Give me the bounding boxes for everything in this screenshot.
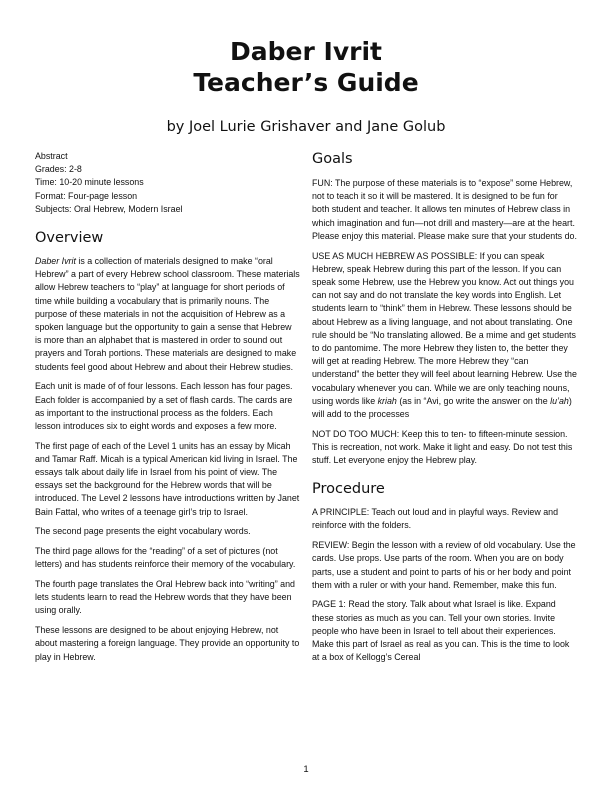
overview-paragraph-3: The first page of each of the Level 1 units has an essay by Micah and Tamar Raff. Micah is a typical American kid living in Israel. The essays talk about daily life in Israel from his point of view. The essays set the background for the Hebrew words that will be introduced. The Level 2 lessons have introductions written by Janet Bain Fattal, who writes of a teenage girl’s trip to Israel. (35, 440, 300, 517)
goals-paragraph-3: NOT DO TOO MUCH: Keep this to ten- to fifteen-minute session. This is recreation, not work. Make it light and easy. Do not test this stuff. Let everyone enjoy the Hebrew play. (312, 428, 573, 466)
overview-title-italic: Daber Ivrit (35, 256, 76, 267)
overview-paragraph-1-text: is a collection of materials designed to make “oral Hebrew” a part of every Hebrew school classroom. These materials allow Hebrew teachers to “play” at language for short periods of time while building a vocabulary that is primarily nouns. The purpose of these materials in not the acquisition of Hebrew as a spoken language but the opportunity to gain a sense that Hebrew is more than an alphabet that is mastered in order to sound out prayers and Torah portions. These materials are designed to make students feel good about Hebrew and about their Hebrew studies. (35, 256, 300, 372)
goals-heading: Goals (312, 151, 353, 167)
page-number: 1 (303, 764, 309, 775)
procedure-heading: Procedure (312, 481, 385, 498)
overview-paragraph-7: These lessons are designed to be about enjoying Hebrew, not about mastering a foreign language. They provide an opportunity to play in Hebrew. (35, 625, 300, 662)
abstract-subjects: Subjects: Oral Hebrew, Modern Israel (35, 203, 183, 214)
goals-paragraph-1: FUN: The purpose of these materials is to “expose” some Hebrew, not to teach it so it will be mastered. It is designed to be fun for both student and teacher. It allows ten minutes of Hebrew class in which imagination and fun—not drill and mastery—are at the heart. Please enjoy this material. Please make sure that your students do. (312, 178, 577, 241)
authors-byline: by Joel Lurie Grishaver and Jane Golub (166, 119, 446, 135)
overview-paragraph-6: The fourth page translates the Oral Hebrew back into “writing” and lets students learn to read the Hebrew words that they have been using orally. (35, 578, 295, 616)
document-title-line2: Teacher’s Guide (193, 68, 419, 97)
right-column (312, 150, 577, 671)
left-column (35, 150, 300, 670)
procedure-paragraph-1: A PRINCIPLE: Teach out loud and in playful ways. Review and reinforce with the folders. (312, 507, 559, 531)
overview-paragraph-4: The second page presents the eight vocabulary words. (35, 526, 251, 537)
abstract-time: Time: 10-20 minute lessons (35, 177, 144, 188)
goals-paragraph-2 (312, 250, 577, 422)
abstract-block (35, 150, 300, 216)
goals-paragraph-2-text-a: USE AS MUCH HEBREW AS POSSIBLE: If you can speak Hebrew, speak Hebrew during this part of the lesson. If you can speak some Hebrew, use the Hebrew you know. Act out things you can not say and do not translate the key words into English. Let students learn to “think” them in Hebrew. These lessons should be about Hebrew as a living language, and not about translating. One rule should be “No translating allowed. Be a mime and get students to do pantomime. The more Hebrew they listen to, the better they will get at reading Hebrew. The more Hebrew they “can understand” the better they will feel about learning Hebrew. Use the vocabulary whenever you can. While we are only teaching nouns, using words like (312, 250, 577, 406)
overview-paragraph-5: The third page allows for the “reading” of a set of pictures (not letters) and has students reinforce their memory of the vocabulary. (35, 546, 296, 570)
overview-paragraph-2: Each unit is made of of four lessons. Each lesson has four pages. Each folder is accompanied by a set of flash cards. The cards are as important to the instructional process as the folders. Each lesson introduces six to eight words and exposes a few more. (35, 381, 293, 431)
goals-hebrew-word-kriah: kriah (377, 395, 397, 406)
abstract-grades: Grades: 2-8 (35, 164, 82, 175)
procedure-paragraph-3: PAGE 1: Read the story. Talk about what Israel is like. Expand these stories as much as you can. Tell your own stories. Invite people who have been in Israel to tell about their experiences. Make this part of Israel as real as you can. This is the time to look at a box of Kellogg’s Cereal (312, 599, 570, 663)
goals-paragraph-2-text-b: (as in “Avi, go write the answer on the (396, 395, 551, 406)
document-title-line1: Daber Ivrit (230, 37, 382, 66)
goals-hebrew-word-luah: lu’ah (550, 395, 569, 406)
overview-paragraph-1 (35, 255, 300, 374)
abstract-format: Format: Four-page lesson (35, 190, 138, 201)
goals-paragraph-2-text-c: ) will add to the processes (312, 395, 572, 419)
procedure-paragraph-2: REVIEW: Begin the lesson with a review of old vocabulary. Use the cards. Use props. Use parts of the room. When you are on body parts, use a student and point to parts of his or her body and point them with a ruler or with your hand. Remember, make this fun. (312, 540, 576, 590)
abstract-label: Abstract (35, 151, 68, 161)
overview-heading: Overview (35, 230, 104, 247)
